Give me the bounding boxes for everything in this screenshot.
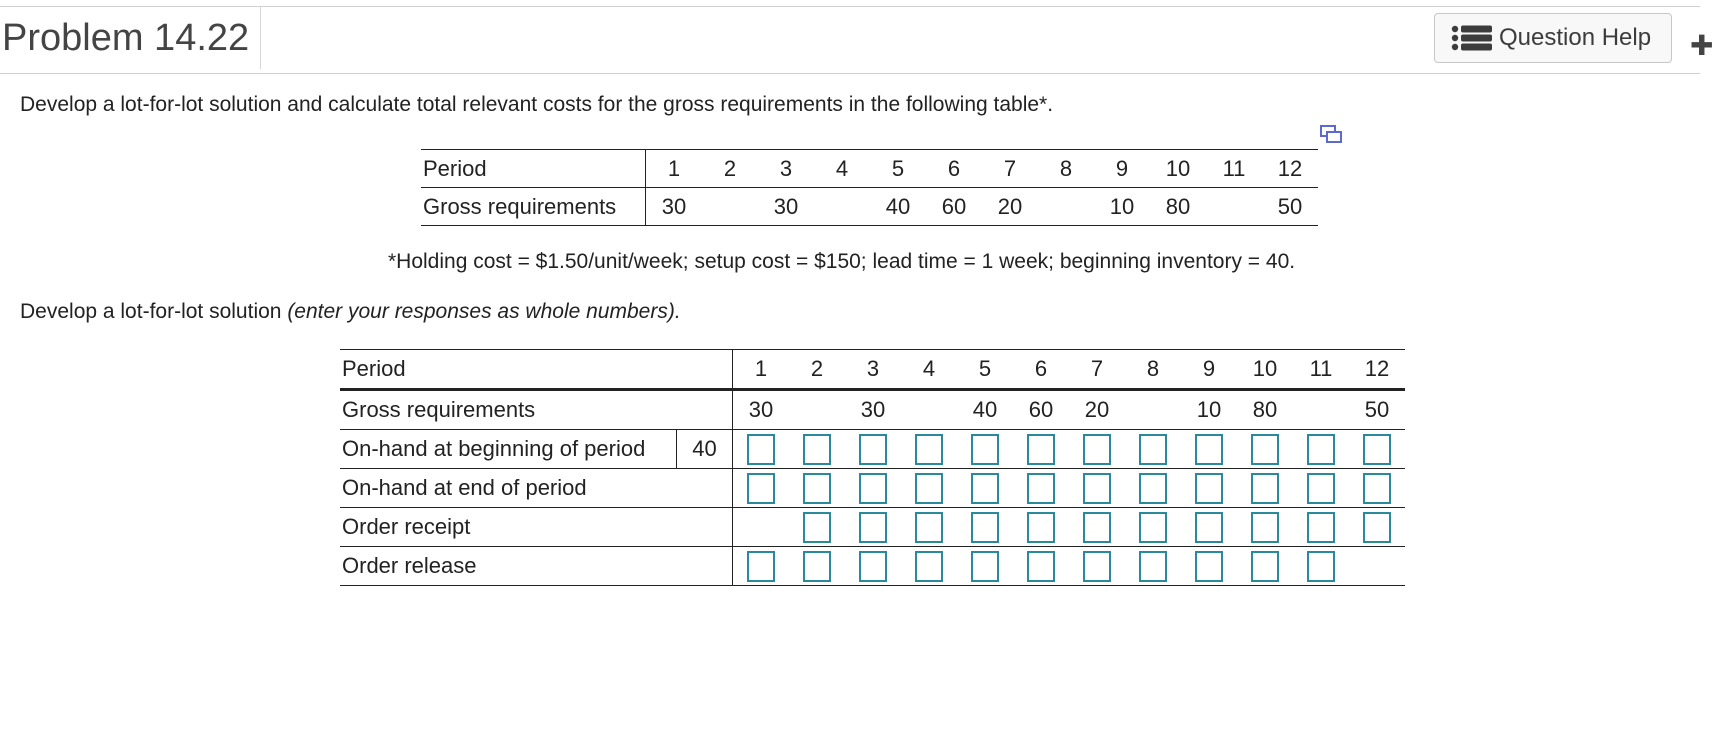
order-receipt-row [340,508,1405,547]
period-cell: 2 [702,150,758,188]
answer-input[interactable] [1139,473,1167,504]
answer-input[interactable] [1251,551,1279,582]
answer-input[interactable] [803,512,831,543]
question-help-label: Question Help [1499,24,1652,51]
period-cell: 12 [1262,150,1318,188]
answer-input[interactable] [915,551,943,582]
instruction-text [20,300,681,324]
answer-cell [733,469,790,508]
answer-input[interactable] [1363,434,1391,465]
onhand-end-label: On-hand at end of period [340,469,733,508]
answer-cell [957,430,1013,469]
gross-cell: 60 [1013,390,1069,430]
answer-input[interactable] [1027,512,1055,543]
answer-input[interactable] [971,473,999,504]
answer-cell [1349,508,1405,547]
gross-cell: 50 [1349,390,1405,430]
answer-input[interactable] [859,434,887,465]
answer-input[interactable] [1139,512,1167,543]
period-cell: 6 [926,150,982,188]
cost-footnote: *Holding cost = $1.50/unit/week; setup cost = $150; lead time = 1 week; beginning inventory = 40. [388,250,1296,273]
gross-cell: 20 [982,188,1038,226]
answer-input[interactable] [1307,434,1335,465]
answer-input[interactable] [1083,512,1111,543]
period-cell: 1 [646,150,703,188]
gross-cell: 10 [1181,390,1237,430]
answer-input[interactable] [1027,473,1055,504]
answer-input[interactable] [1251,512,1279,543]
answer-cell [1181,547,1237,586]
onhand-begin-row [340,430,1405,469]
answer-cell [1237,508,1293,547]
answer-cell [845,430,901,469]
answer-input[interactable] [1363,473,1391,504]
gross-cell [901,390,957,430]
onhand-begin-label: On-hand at beginning of period [340,430,677,469]
period-cell: 2 [789,350,845,390]
empty-cell [733,508,790,547]
gross-cell [1206,188,1262,226]
answer-cell [1349,469,1405,508]
answer-input[interactable] [1195,473,1223,504]
answer-cell [1237,430,1293,469]
popout-icon[interactable] [1320,125,1342,145]
gross-cell [789,390,845,430]
answer-input[interactable] [1195,434,1223,465]
gross-row [340,390,1405,430]
title-divider [260,7,261,69]
list-icon [1451,25,1493,51]
gross-requirements-table [421,149,1318,226]
gross-cell: 30 [758,188,814,226]
answer-cell [1069,430,1125,469]
answer-input[interactable] [1307,551,1335,582]
answer-cell [733,430,790,469]
period-cell: 6 [1013,350,1069,390]
answer-input[interactable] [747,551,775,582]
answer-input[interactable] [971,512,999,543]
answer-cell [957,508,1013,547]
answer-cell [1181,508,1237,547]
order-release-row [340,547,1405,586]
gross-cell [702,188,758,226]
answer-input[interactable] [971,434,999,465]
answer-input[interactable] [1083,434,1111,465]
gross-cell: 80 [1150,188,1206,226]
header-bar [0,7,1713,74]
answer-cell [789,430,845,469]
answer-cell [1293,547,1349,586]
gross-cell: 20 [1069,390,1125,430]
answer-cell [1293,430,1349,469]
gross-row [421,188,1318,226]
period-cell: 5 [870,150,926,188]
period-cell: 3 [845,350,901,390]
period-cell: 10 [1237,350,1293,390]
order-receipt-label: Order receipt [340,508,733,547]
period-cell: 10 [1150,150,1206,188]
gross-cell [1293,390,1349,430]
period-cell: 1 [733,350,790,390]
answer-cell [1349,430,1405,469]
answer-cell [1293,469,1349,508]
answer-input[interactable] [859,551,887,582]
answer-cell [1181,469,1237,508]
empty-cell [1349,547,1405,586]
answer-input[interactable] [803,551,831,582]
answer-cell [1013,508,1069,547]
gross-cell: 40 [870,188,926,226]
answer-cell [1293,508,1349,547]
answer-cell [1069,547,1125,586]
answer-cell [1069,508,1125,547]
period-label: Period [421,150,646,188]
instruction-main: Develop a lot-for-lot solution [20,300,288,323]
answer-cell [957,469,1013,508]
lot-for-lot-table [340,349,1405,586]
answer-cell [845,469,901,508]
answer-input[interactable] [1307,512,1335,543]
answer-input[interactable] [747,473,775,504]
gross-cell [1038,188,1094,226]
gross-cell [1125,390,1181,430]
answer-input[interactable] [915,434,943,465]
answer-cell [901,430,957,469]
answer-cell [901,547,957,586]
beginning-inventory-value: 40 [677,430,733,469]
gross-label: Gross requirements [340,390,733,430]
gross-cell: 10 [1094,188,1150,226]
gross-cell: 30 [646,188,703,226]
gross-cell: 60 [926,188,982,226]
period-cell: 7 [1069,350,1125,390]
answer-input[interactable] [1027,434,1055,465]
answer-input[interactable] [1139,551,1167,582]
period-row [421,150,1318,188]
answer-input[interactable] [747,434,775,465]
answer-cell [789,469,845,508]
period-cell: 11 [1293,350,1349,390]
answer-input[interactable] [1027,551,1055,582]
answer-input[interactable] [1307,473,1335,504]
period-cell: 12 [1349,350,1405,390]
answer-input[interactable] [803,434,831,465]
answer-cell [1125,508,1181,547]
period-cell: 9 [1181,350,1237,390]
answer-input[interactable] [1083,473,1111,504]
answer-cell [789,508,845,547]
answer-cell [1237,469,1293,508]
answer-cell [1181,430,1237,469]
gross-cell: 40 [957,390,1013,430]
question-help-button[interactable] [1434,13,1672,63]
period-cell: 8 [1125,350,1181,390]
period-cell: 11 [1206,150,1262,188]
answer-cell [1237,547,1293,586]
answer-cell [957,547,1013,586]
answer-cell [901,469,957,508]
answer-cell [901,508,957,547]
gross-cell: 30 [845,390,901,430]
answer-input[interactable] [1195,512,1223,543]
answer-cell [1125,547,1181,586]
answer-input[interactable] [859,512,887,543]
answer-input[interactable] [1139,434,1167,465]
page-title: Problem 14.22 [2,17,250,59]
period-cell: 7 [982,150,1038,188]
answer-input[interactable] [1363,512,1391,543]
answer-input[interactable] [803,473,831,504]
answer-input[interactable] [1251,473,1279,504]
answer-cell [1013,547,1069,586]
answer-input[interactable] [1195,551,1223,582]
gross-cell: 30 [733,390,790,430]
period-cell: 9 [1094,150,1150,188]
answer-cell [789,547,845,586]
instruction-hint: (enter your responses as whole numbers). [287,300,681,323]
answer-cell [1013,430,1069,469]
answer-cell [733,547,790,586]
onhand-end-row [340,469,1405,508]
period-cell: 4 [814,150,870,188]
answer-input[interactable] [971,551,999,582]
answer-cell [1125,469,1181,508]
plus-icon[interactable]: ✚ [1690,30,1713,61]
period-row [340,350,1405,390]
answer-input[interactable] [859,473,887,504]
gross-cell [814,188,870,226]
order-release-label: Order release [340,547,733,586]
answer-cell [845,508,901,547]
period-cell: 3 [758,150,814,188]
period-cell: 4 [901,350,957,390]
answer-cell [1013,469,1069,508]
answer-cell [1069,469,1125,508]
period-cell: 8 [1038,150,1094,188]
answer-input[interactable] [915,512,943,543]
answer-cell [1125,430,1181,469]
period-cell: 5 [957,350,1013,390]
gross-cell: 50 [1262,188,1318,226]
answer-input[interactable] [1083,551,1111,582]
answer-input[interactable] [915,473,943,504]
period-label: Period [340,350,733,390]
answer-input[interactable] [1251,434,1279,465]
answer-cell [845,547,901,586]
gross-label: Gross requirements [421,188,646,226]
intro-text: Develop a lot-for-lot solution and calculate total relevant costs for the gross requirements in the following table*. [20,93,1054,116]
gross-cell: 80 [1237,390,1293,430]
